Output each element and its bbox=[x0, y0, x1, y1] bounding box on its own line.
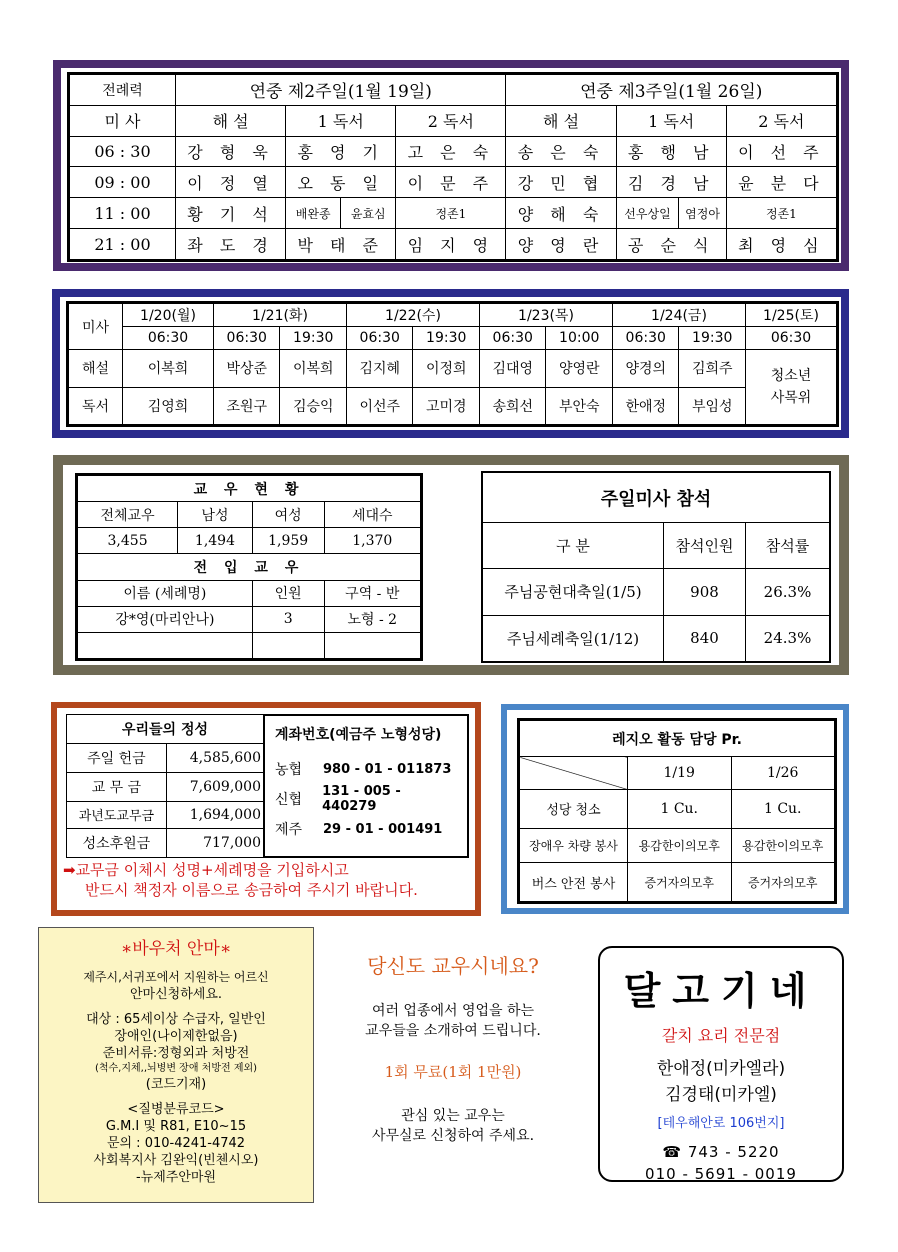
col-reading2: 2 독서 bbox=[396, 105, 506, 136]
table-cell: 강 민 협 bbox=[506, 167, 616, 198]
table-cell: 24.3% bbox=[746, 615, 830, 661]
table-cell: 김 경 남 bbox=[616, 167, 726, 198]
label-mass: 미사 bbox=[69, 304, 123, 350]
mass-time: 10:00 bbox=[546, 327, 613, 350]
table-cell: 홍 영 기 bbox=[286, 136, 396, 167]
col-reading1: 1 독서 bbox=[286, 105, 396, 136]
table-cell: 정존1 bbox=[726, 198, 836, 229]
weekday-mass-table-frame bbox=[66, 301, 839, 427]
promo-title: 당신도 교우시네요? bbox=[367, 954, 539, 978]
phone-number: 010 - 5691 - 0019 bbox=[645, 1165, 797, 1183]
sunday-liturgy-section bbox=[53, 60, 849, 271]
table-row bbox=[78, 606, 421, 632]
transfer-notice-line1: ➡교무금 이체시 성명+세례명을 기입하시고 bbox=[63, 861, 349, 879]
parish-stats-section bbox=[53, 455, 849, 675]
table-row bbox=[67, 743, 264, 772]
table-cell bbox=[78, 632, 253, 658]
table-row bbox=[70, 136, 837, 167]
offering-label: 주일 헌금 bbox=[67, 743, 167, 772]
table-row bbox=[67, 772, 264, 801]
table-cell: 양경의 bbox=[612, 350, 679, 387]
table-cell: 1 Cu. bbox=[628, 789, 732, 828]
date-header: 1/26 bbox=[731, 757, 835, 790]
table-cell: 황 기 석 bbox=[176, 198, 286, 229]
voucher-line: 준비서류:정형외과 처방전 bbox=[102, 1046, 250, 1061]
table-row bbox=[67, 801, 264, 829]
table-cell: 주님세례축일(1/12) bbox=[483, 615, 664, 661]
table-cell: 선우상일 bbox=[616, 198, 679, 229]
table-cell: 박 태 준 bbox=[286, 229, 396, 260]
table-cell: 이선주 bbox=[346, 387, 413, 424]
table-cell: 홍 행 남 bbox=[616, 136, 726, 167]
table-cell: 김지혜 bbox=[346, 350, 413, 387]
table-cell: 이복희 bbox=[123, 350, 214, 387]
table-cell: 조원구 bbox=[213, 387, 280, 424]
table-cell: 양 해 숙 bbox=[506, 198, 616, 229]
account-row bbox=[275, 784, 457, 814]
table-cell: 이복희 bbox=[280, 350, 347, 387]
table-cell: 김승익 bbox=[280, 387, 347, 424]
table-header: 참석률 bbox=[746, 523, 830, 569]
offering-section bbox=[51, 702, 481, 916]
mass-time: 06:30 bbox=[213, 327, 280, 350]
promo-line: 관심 있는 교우는 bbox=[401, 1108, 505, 1124]
voucher-line: 사회복지사 김완익(빈첸시오) bbox=[93, 1153, 259, 1168]
sunday-liturgy-table bbox=[69, 74, 837, 260]
table-cell: 최 영 심 bbox=[726, 229, 836, 260]
voucher-line: (척수,지체,,뇌병변 장애 처방전 제외) bbox=[94, 1063, 258, 1074]
table-header: 전체교우 bbox=[78, 502, 178, 528]
mass-time: 06:30 bbox=[479, 327, 546, 350]
sunday-liturgy-table-frame bbox=[67, 72, 839, 262]
header-liturgical-calendar: 전례력 bbox=[70, 75, 176, 106]
parishioner-status-title: 교 우 현 황 bbox=[78, 476, 421, 502]
promo-fee: 1회 무료(1회 1만원) bbox=[384, 1063, 522, 1081]
offering-label: 교 무 금 bbox=[67, 772, 167, 801]
col-reading1: 1 독서 bbox=[616, 105, 726, 136]
table-header: 인원 bbox=[252, 580, 324, 606]
table-cell: 840 bbox=[664, 615, 746, 661]
table-header: 이름 (세례명) bbox=[78, 580, 253, 606]
voucher-line: -뉴제주안마원 bbox=[135, 1170, 217, 1185]
offering-box bbox=[66, 714, 264, 858]
saturday-note: 청소년 사목위 bbox=[745, 350, 836, 425]
table-cell: 1 Cu. bbox=[731, 789, 835, 828]
table-cell: 송희선 bbox=[479, 387, 546, 424]
table-cell: 강 형 욱 bbox=[176, 136, 286, 167]
table-cell: 양 영 란 bbox=[506, 229, 616, 260]
mass-time: 21 : 00 bbox=[70, 229, 176, 260]
day-header: 1/22(수) bbox=[346, 304, 479, 327]
day-header: 1/20(월) bbox=[123, 304, 214, 327]
table-row bbox=[70, 229, 837, 260]
table-cell: 오 동 일 bbox=[286, 167, 396, 198]
account-number: 29 - 01 - 001491 bbox=[323, 821, 443, 837]
owner-name: 한애정(미카엘라) bbox=[656, 1059, 786, 1079]
table-cell: 이 정 열 bbox=[176, 167, 286, 198]
table-cell: 염정아 bbox=[679, 198, 726, 229]
offering-amount: 717,000 bbox=[166, 829, 263, 858]
owner-name: 김경태(미카엘) bbox=[665, 1085, 777, 1105]
table-row bbox=[67, 829, 264, 858]
label-commentary: 해설 bbox=[69, 350, 123, 387]
table-cell: 이 문 주 bbox=[396, 167, 506, 198]
table-row bbox=[483, 569, 830, 615]
table-row bbox=[520, 863, 835, 902]
newcomer-title: 전 입 교 우 bbox=[78, 554, 421, 580]
table-cell: 1,370 bbox=[324, 528, 420, 554]
mass-time: 09 : 00 bbox=[70, 167, 176, 198]
table-cell: 고 은 숙 bbox=[396, 136, 506, 167]
voucher-line: 문의 : 010-4241-4742 bbox=[106, 1136, 246, 1151]
table-cell: 26.3% bbox=[746, 569, 830, 615]
offering-amount: 1,694,000 bbox=[166, 801, 263, 829]
date-header: 1/19 bbox=[628, 757, 732, 790]
table-row bbox=[520, 828, 835, 863]
offering-table bbox=[66, 714, 264, 858]
table-cell: 박상준 bbox=[213, 350, 280, 387]
table-cell: 윤효심 bbox=[341, 198, 396, 229]
table-cell: 부임성 bbox=[679, 387, 746, 424]
table-header: 세대수 bbox=[324, 502, 420, 528]
voucher-line: <질병분류코드> bbox=[127, 1102, 225, 1117]
parishioner-status-table bbox=[77, 475, 421, 659]
restaurant-name: 달고기네 bbox=[623, 969, 819, 1013]
voucher-line: G.M.I 및 R81, E10~15 bbox=[105, 1119, 247, 1134]
table-cell: 배완종 bbox=[286, 198, 341, 229]
table-cell: 좌 도 경 bbox=[176, 229, 286, 260]
voucher-line: 안마신청하세요. bbox=[129, 987, 223, 1002]
bank-name: 제주 bbox=[275, 822, 303, 838]
table-cell: 증거자의모후 bbox=[628, 863, 732, 902]
mass-time: 19:30 bbox=[280, 327, 347, 350]
table-cell: 용감한이의모후 bbox=[628, 828, 732, 863]
mass-time: 06:30 bbox=[612, 327, 679, 350]
table-header: 여성 bbox=[252, 502, 324, 528]
legio-table bbox=[519, 720, 835, 902]
table-cell: 부안숙 bbox=[546, 387, 613, 424]
bank-name: 신협 bbox=[275, 792, 303, 808]
table-header: 구역 - 반 bbox=[324, 580, 420, 606]
table-cell: 이정희 bbox=[413, 350, 480, 387]
offering-label: 과년도교무금 bbox=[67, 801, 167, 829]
mass-time: 06:30 bbox=[346, 327, 413, 350]
voucher-line: 대상 : 65세이상 수급자, 일반인 bbox=[86, 1012, 266, 1027]
promo-line: 여러 업종에서 영업을 하는 bbox=[371, 1003, 535, 1019]
table-cell: 1,494 bbox=[178, 528, 253, 554]
mass-time: 06:30 bbox=[123, 327, 214, 350]
mass-time: 19:30 bbox=[679, 327, 746, 350]
table-cell: 김영희 bbox=[123, 387, 214, 424]
table-cell: 노형 - 2 bbox=[324, 606, 420, 632]
table-cell: 정존1 bbox=[396, 198, 506, 229]
table-header: 참석인원 bbox=[664, 523, 746, 569]
account-number: 131 - 005 - 440279 bbox=[322, 784, 401, 814]
legio-section bbox=[501, 704, 849, 914]
table-row bbox=[70, 198, 837, 229]
mass-time: 11 : 00 bbox=[70, 198, 176, 229]
legio-title: 레지오 활동 담당 Pr. bbox=[520, 721, 835, 757]
table-row bbox=[520, 789, 835, 828]
day-header: 1/21(화) bbox=[213, 304, 346, 327]
weekday-mass-table bbox=[68, 303, 837, 425]
table-cell: 윤 분 다 bbox=[726, 167, 836, 198]
phone-number: ☎ 743 - 5220 bbox=[662, 1143, 780, 1161]
transfer-notice-line2: 반드시 책정자 이름으로 송금하여 주시기 바랍니다. bbox=[85, 881, 418, 899]
account-row bbox=[275, 754, 457, 784]
table-row bbox=[69, 350, 837, 387]
attendance-box bbox=[481, 471, 831, 663]
account-title: 계좌번호(예금주 노형성당) bbox=[275, 727, 442, 743]
day-header: 1/25(토) bbox=[745, 304, 836, 327]
col-reading2: 2 독서 bbox=[726, 105, 836, 136]
table-cell: 주님공현대축일(1/5) bbox=[483, 569, 664, 615]
voucher-line: (코드기재) bbox=[145, 1077, 207, 1092]
account-number: 980 - 01 - 011873 bbox=[323, 761, 452, 777]
table-cell: 증거자의모후 bbox=[731, 863, 835, 902]
voucher-line: 제주시,서귀포에서 지원하는 어르신 bbox=[83, 970, 269, 984]
table-header: 구 분 bbox=[483, 523, 664, 569]
mass-time: 19:30 bbox=[413, 327, 480, 350]
col-mass: 미 사 bbox=[70, 105, 176, 136]
week2-title: 연중 제3주일(1월 26일) bbox=[506, 75, 837, 106]
attendance-title: 주일미사 참석 bbox=[483, 473, 830, 523]
table-cell: 1,959 bbox=[252, 528, 324, 554]
restaurant-subtitle: 갈치 요리 전문점 bbox=[661, 1026, 781, 1045]
table-cell bbox=[252, 632, 324, 658]
promo-line: 사무실로 신청하여 주세요. bbox=[371, 1128, 535, 1144]
weekday-mass-section bbox=[52, 289, 849, 438]
col-commentary: 해 설 bbox=[176, 105, 286, 136]
table-cell bbox=[324, 632, 420, 658]
table-row bbox=[69, 387, 837, 424]
table-cell: 3 bbox=[252, 606, 324, 632]
offering-amount: 4,585,600 bbox=[166, 743, 263, 772]
table-cell: 김희주 bbox=[679, 350, 746, 387]
legio-box bbox=[517, 718, 837, 904]
table-row bbox=[483, 615, 830, 661]
table-cell: 공 순 식 bbox=[616, 229, 726, 260]
offering-label: 성소후원금 bbox=[67, 829, 167, 858]
table-cell: 김대영 bbox=[479, 350, 546, 387]
promo-line: 교우들을 소개하여 드립니다. bbox=[365, 1023, 541, 1039]
parishioner-business-promo bbox=[318, 950, 588, 1146]
voucher-title: ∗바우처 안마∗ bbox=[120, 939, 232, 959]
table-cell: 양영란 bbox=[546, 350, 613, 387]
table-cell: 송 은 숙 bbox=[506, 136, 616, 167]
table-cell: 한애정 bbox=[612, 387, 679, 424]
attendance-table bbox=[482, 472, 830, 662]
table-cell: 이 선 주 bbox=[726, 136, 836, 167]
voucher-line: 장애인(나이제한없음) bbox=[114, 1029, 238, 1044]
label-reading: 독서 bbox=[69, 387, 123, 424]
account-row bbox=[275, 814, 457, 844]
col-commentary: 해 설 bbox=[506, 105, 616, 136]
table-row bbox=[78, 632, 421, 658]
table-cell: 고미경 bbox=[413, 387, 480, 424]
offering-title: 우리들의 정성 bbox=[67, 715, 264, 744]
table-cell: 임 지 영 bbox=[396, 229, 506, 260]
parishioner-status-box bbox=[75, 473, 423, 661]
week1-title: 연중 제2주일(1월 19일) bbox=[176, 75, 506, 106]
diagonal-header-cell bbox=[520, 757, 628, 790]
bank-name: 농협 bbox=[275, 762, 303, 778]
activity-label: 버스 안전 봉사 bbox=[520, 863, 628, 902]
table-cell: 908 bbox=[664, 569, 746, 615]
day-header: 1/23(목) bbox=[479, 304, 612, 327]
table-cell: 강*영(마리안나) bbox=[78, 606, 253, 632]
transfer-notice bbox=[63, 860, 473, 900]
table-row bbox=[70, 167, 837, 198]
table-cell: 3,455 bbox=[78, 528, 178, 554]
table-cell: 용감한이의모후 bbox=[731, 828, 835, 863]
voucher-massage-box bbox=[38, 927, 314, 1203]
mass-time: 06 : 30 bbox=[70, 136, 176, 167]
day-header: 1/24(금) bbox=[612, 304, 745, 327]
restaurant-ad-box bbox=[598, 946, 844, 1182]
mass-time: 06:30 bbox=[745, 327, 836, 350]
bank-account-box bbox=[263, 714, 469, 858]
table-header: 남성 bbox=[178, 502, 253, 528]
activity-label: 장애우 차량 봉사 bbox=[520, 828, 628, 863]
restaurant-address: [테우해안로 106번지] bbox=[657, 1116, 785, 1131]
offering-amount: 7,609,000 bbox=[166, 772, 263, 801]
activity-label: 성당 청소 bbox=[520, 789, 628, 828]
